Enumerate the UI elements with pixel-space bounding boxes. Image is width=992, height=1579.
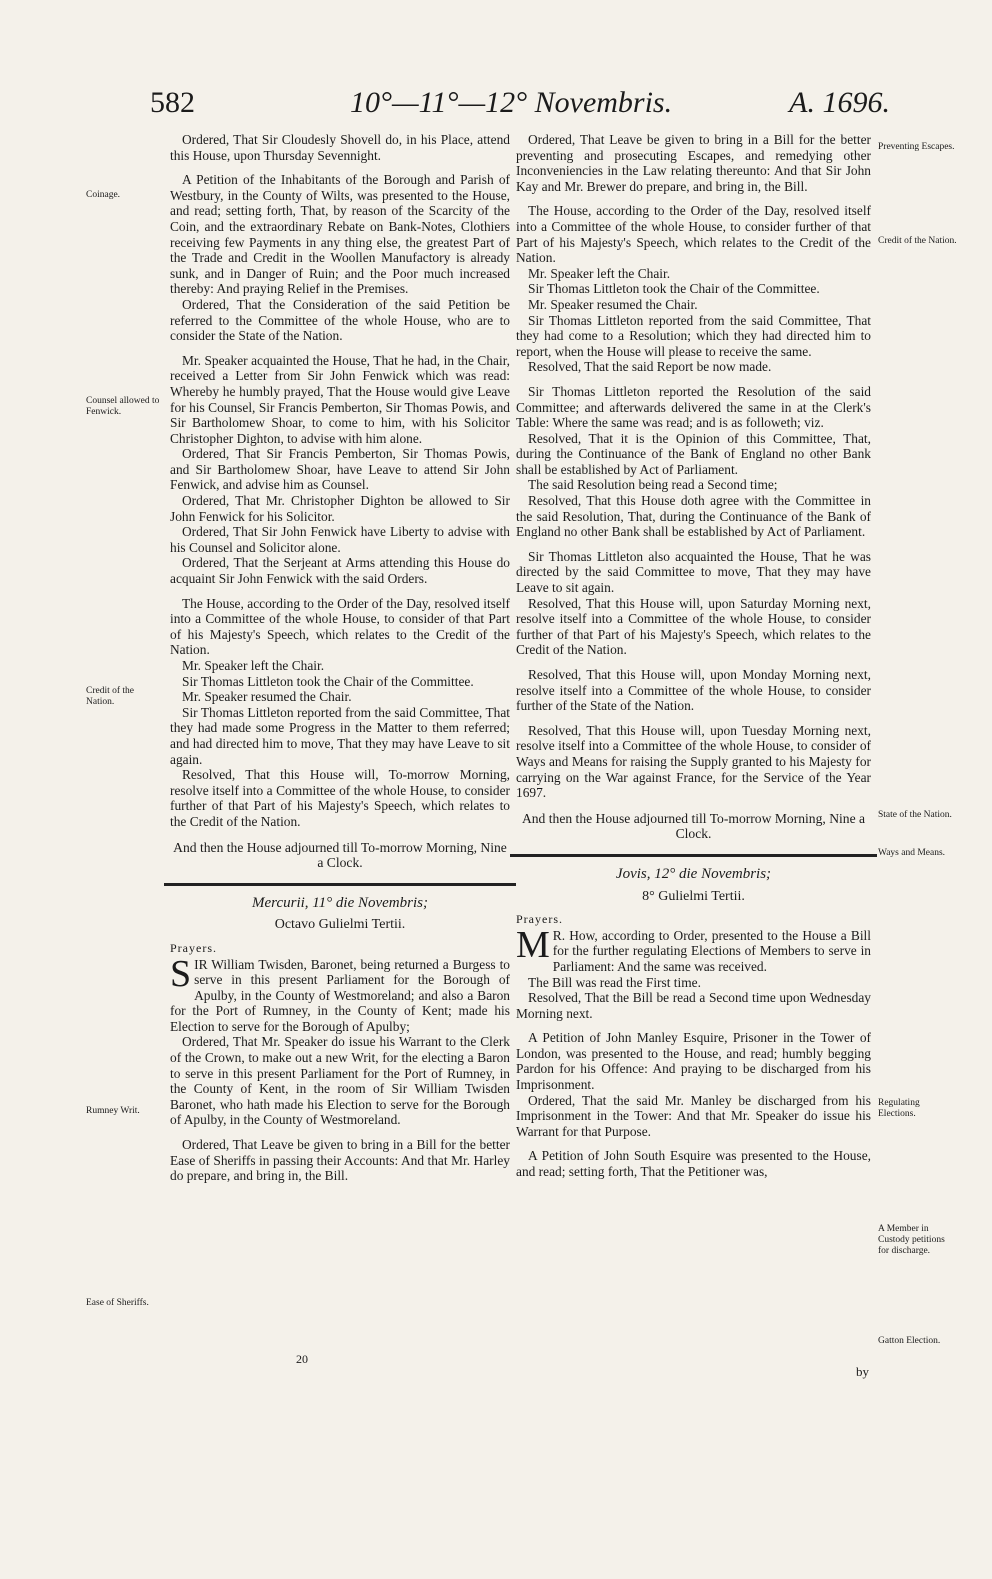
drop-cap: M [516,923,550,966]
section-rule [510,854,877,857]
paragraph: The House, according to the Order of the Day, resolved itself into a Committee of the whole House, to consider of that Part of his Majesty's Speech, which relates to the Credit of the Nation. [170,595,510,658]
paragraph: Ordered, That the Consideration of the said Petition be referred to the Committee of the whole House, who are to consider the State of the Nation. [170,296,510,344]
day-heading: Jovis, 12° die Novembris; [615,865,772,882]
paragraph: Ordered, That Leave be given to bring in a Bill for the better preventing and prosecuting Escapes, and remedying other Inconveniencies in the Law relating thereunto: And that Sir John Kay and Mr. Brewer do prepare, and bring in, the Bill. [516,132,871,194]
paragraph: Sir Thomas Littleton took the Chair of the Committee. [182,673,474,689]
regnal-year: 8° Gulielmi Tertii. [642,888,745,904]
signature-mark: 20 [296,1352,308,1366]
day-heading: Mercurii, 11° die Novembris; [252,894,428,911]
catchword: by [856,1364,869,1379]
paragraph: A Petition of the Inhabitants of the Borough and Parish of Westbury, in the County of Wilts, was presented to the House, and read; setting forth, That, by reason of the Scarcity of the Coin, and the extraordinary Rebate on Bank-Notes, Clothiers receiving few Payments in any thing else, the greatest Part of the Trade and Credit in the Woollen Manufactory is already sunk, and in Danger of Ruin; and the Poor much increased thereby: And praying Relief in the Premises. [170,172,510,297]
margin-note: Gatton Election. [878,1336,941,1346]
margin-note: Credit of the Nation. [878,236,957,246]
paragraph: Sir Thomas Littleton took the Chair of the Committee. [528,281,820,297]
paragraph: The said Resolution being read a Second time; [528,477,778,493]
margin-note: Rumney Writ. [86,1106,140,1116]
paragraph: Sir Thomas Littleton reported the Resolution of the said Committee; and afterwards delivered the same in at the Clerk's Table: Where the same was read; and is as followeth; viz. [516,383,871,431]
regnal-year: Octavo Gulielmi Tertii. [274,917,406,933]
section-rule [164,883,516,886]
paragraph: Mr. Speaker acquainted the House, That he had, in the Chair, received a Letter from Sir John Fenwick which was read: Whereby he humbly prayed, That the House would give Leave for his Counsel, Sir Francis Pemberton, Sir Thomas Powis, and Sir Bartholomew Shoar, to come to him, with his Solicitor Christopher Dighton, to advise with him alone. [170,352,510,446]
margin-note: Regulating Elections. [878,1098,920,1119]
paragraph: Ordered, That Leave be given to bring in a Bill for the better Ease of Sheriffs in passing their Accounts: And that Mr. Harley do prepare, and bring in, the Bill. [170,1137,510,1184]
paragraph [516,923,871,975]
paragraph: The Bill was read the First time. [528,974,701,990]
paragraph: Ordered, That Sir John Fenwick have Liberty to advise with his Counsel and Solicitor alone. [170,524,510,555]
paragraph: Sir Thomas Littleton reported from the said Committee, That they had come to a Resolution; which they had directed him to report, when the House will please to receive the same. [516,312,871,359]
paragraph: Resolved, That this House will, upon Saturday Morning next, resolve itself into a Committee of the whole House, to consider further of that Part of his Majesty's Speech, which relates to the Credit of the Nation. [516,595,871,658]
paragraph [170,952,510,1035]
paragraph: Ordered, That Sir Cloudesly Shovell do, in his Place, attend this House, upon Thursday Sevennight. [170,132,510,163]
margin-note: Preventing Escapes. [878,142,955,152]
margin-note: Coinage. [86,190,121,200]
paragraph: Resolved, That this House doth agree with the Committee in the said Resolution, That, during the Continuance of the Bank of England no other Bank shall be established by Act of Parliament. [516,493,871,540]
page-number: 582 [150,86,195,119]
drop-cap: S [170,952,192,995]
paragraph: Resolved, That the said Report be now made. [528,359,772,375]
paragraph: Mr. Speaker resumed the Chair. [528,296,698,312]
prayers-heading: Prayers. [516,912,563,927]
margin-note: State of the Nation. [878,810,952,820]
adjournment: And then the House adjourned till To-morrow Morning, Nine a Clock. [521,810,866,842]
paragraph: Resolved, That the Bill be read a Second time upon Wednesday Morning next. [516,990,871,1021]
paragraph: A Petition of John Manley Esquire, Prisoner in the Tower of London, was presented to the House, and read; humbly begging Pardon for his Offence: And praying to be discharged from his Imprisonment. [516,1030,871,1093]
page-header [150,86,890,130]
adjournment: And then the House adjourned till To-morrow Morning, Nine a Clock. [173,839,507,871]
paragraph: The House, according to the Order of the Day, resolved itself into a Committee of the whole House, to consider further of that Part of his Majesty's Speech, which relates to the Credit of the Nation. [516,203,871,266]
paragraph: Mr. Speaker left the Chair. [182,658,325,673]
paragraph: Mr. Speaker left the Chair. [528,265,671,281]
paragraph: Resolved, That it is the Opinion of this Committee, That, during the Continuance of the Bank of England no other Bank shall be established by Act of Parliament. [516,430,871,477]
paragraph: Resolved, That this House will, upon Tuesday Morning next, resolve itself into a Committee of the whole House, to consider of Ways and Means for raising the Supply granted to his Majesty for carrying on the War against France, for the Service of the Year 1697. [516,722,871,801]
margin-note: Credit of the Nation. [86,686,135,707]
header-date: 10°—11°—12° Novembris. [350,86,673,119]
margin-note: Ways and Means. [878,848,946,858]
paragraph: Sir Thomas Littleton reported from the said Committee, That they had made some Progress in the Matter to them referred; and had directed him to move, That they may have Leave to sit again. [170,704,510,767]
prayers-heading: Prayers. [170,940,217,955]
paragraph: Ordered, That the said Mr. Manley be discharged from his Imprisonment in the Tower: And that Mr. Speaker do issue his Warrant for that Purpose. [516,1092,871,1139]
paragraph-text: IR William Twisden, Baronet, being returned a Burgess to serve in this present Parliament for the Borough of Apulby, in the County of Westmoreland; and also a Baron for the Port of Rumney, in the County of Kent; made his Election to serve for the Borough of Apulby; [170,956,510,1034]
paragraph: Sir Thomas Littleton also acquainted the House, That he was directed by the said Committee to move, That they may have Leave to sit again. [516,548,871,596]
margin-note: Counsel allowed to Fenwick. [86,396,160,417]
paragraph: A Petition of John South Esquire was presented to the House, and read; setting forth, That the Petitioner was, [516,1148,871,1180]
left-column [170,132,510,1184]
paragraph: Ordered, That Sir Francis Pemberton, Sir Thomas Powis, and Sir Bartholomew Shoar, have Leave to attend Sir John Fenwick, and advise him as Counsel. [170,446,510,493]
right-column [516,132,871,1180]
paragraph: Ordered, That the Serjeant at Arms attending this House do acquaint Sir John Fenwick with the said Orders. [170,555,510,587]
paragraph: Mr. Speaker resumed the Chair. [182,689,352,705]
margin-note: Ease of Sheriffs. [86,1298,149,1308]
margin-note: A Member in Custody petitions for discharge. [878,1224,945,1256]
paragraph: Resolved, That this House will, To-morrow Morning, resolve itself into a Committee of the whole House, to consider further of that Part of his Majesty's Speech, which relates to the Credit of the Nation. [170,767,510,829]
paragraph: Resolved, That this House will, upon Monday Morning next, resolve itself into a Committee of the whole House, to consider further of the State of the Nation. [516,667,871,714]
paragraph-text: R. How, according to Order, presented to the House a Bill for the further regulating Elections of Members to serve in Parliament: And the same was received. [552,927,871,974]
paragraph: Ordered, That Mr. Speaker do issue his Warrant to the Clerk of the Crown, to make out a new Writ, for the electing a Baron to serve in this present Parliament for the Port of Rumney, in the County of Kent, in the room of Sir William Twisden Baronet, who hath made his Election to serve for the Borough of Apulby, in the County of Westmoreland. [170,1034,510,1128]
header-year: A. 1696. [789,86,890,119]
paragraph: Ordered, That Mr. Christopher Dighton be allowed to Sir John Fenwick for his Solicitor. [170,493,510,524]
